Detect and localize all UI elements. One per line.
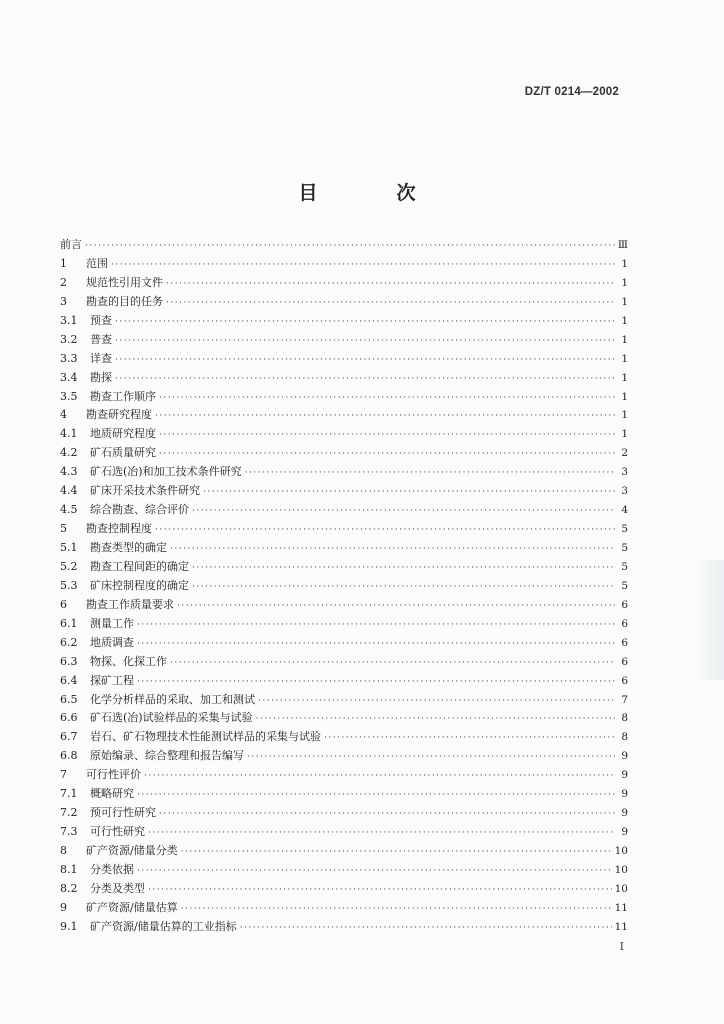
toc-entry-label	[60, 709, 253, 728]
toc-leader-dots	[137, 673, 615, 692]
toc-entry[interactable]	[60, 236, 628, 255]
toc-entry-title: 勘查的目的任务	[86, 294, 163, 308]
toc-entry-title: 矿石质量研究	[90, 446, 156, 460]
toc-entry-label	[60, 691, 255, 710]
table-of-contents	[60, 236, 628, 937]
toc-entry-page: 6	[621, 598, 628, 611]
toc-leader-dots	[115, 313, 615, 332]
toc-entry-page: 10	[614, 863, 628, 876]
toc-entry-page: 1	[621, 371, 628, 384]
toc-entry-page: 3	[621, 466, 628, 479]
toc-entry-page: 5	[621, 560, 628, 573]
toc-leader-dots	[85, 237, 615, 256]
toc-entry-page: 11	[614, 901, 628, 914]
toc-entry[interactable]	[60, 918, 628, 937]
toc-entry-number: 6.6	[60, 711, 78, 725]
toc-entry[interactable]	[60, 577, 628, 596]
page-title: 目 次	[298, 182, 446, 204]
toc-entry-page: 1	[621, 428, 628, 441]
toc-entry-number: 3.4	[60, 370, 78, 384]
toc-entry-page: 1	[621, 276, 628, 289]
toc-entry-page: 6	[621, 655, 628, 668]
toc-entry-number: 3.2	[60, 332, 78, 346]
toc-entry[interactable]	[60, 861, 628, 880]
toc-entry[interactable]	[60, 615, 628, 634]
toc-entry-label	[60, 350, 112, 369]
toc-entry[interactable]	[60, 747, 628, 766]
toc-entry-label	[60, 558, 189, 577]
toc-leader-dots	[115, 370, 615, 389]
toc-entry-number: 2	[60, 275, 67, 289]
toc-entry-title: 化学分析样品的采取、加工和测试	[90, 692, 255, 706]
toc-entry-number: 4.4	[60, 484, 78, 498]
toc-entry-page: 7	[621, 693, 628, 706]
toc-entry-number: 6.8	[60, 749, 78, 763]
toc-entry-label	[60, 236, 82, 255]
scan-artifact	[694, 560, 724, 680]
toc-leader-dots	[115, 332, 615, 351]
toc-entry-label	[60, 577, 189, 596]
toc-leader-dots	[148, 824, 615, 843]
toc-entry[interactable]	[60, 709, 628, 728]
toc-entry-title: 矿床控制程度的确定	[90, 578, 189, 592]
toc-entry-number: 8.1	[60, 862, 78, 876]
page-number: I	[619, 940, 624, 953]
toc-entry[interactable]	[60, 425, 628, 444]
toc-entry-title: 勘查工程间距的确定	[90, 559, 189, 573]
toc-entry-title: 范围	[86, 256, 108, 270]
toc-entry-label	[60, 388, 156, 407]
toc-entry-number: 6.7	[60, 730, 78, 744]
toc-entry-number: 9	[60, 900, 67, 914]
toc-entry-page: 1	[621, 333, 628, 346]
toc-leader-dots	[181, 900, 612, 919]
toc-entry-label	[60, 804, 156, 823]
toc-entry[interactable]	[60, 899, 628, 918]
toc-leader-dots	[155, 407, 615, 426]
toc-leader-dots	[148, 881, 612, 900]
toc-entry-number: 6	[60, 597, 67, 611]
toc-entry-page: 1	[621, 390, 628, 403]
toc-entry-title: 详查	[90, 351, 112, 365]
toc-entry-title: 矿产资源/储量分类	[86, 844, 178, 857]
toc-leader-dots	[166, 275, 615, 294]
toc-entry-title: 勘查工作质量要求	[86, 597, 174, 611]
toc-entry-label	[60, 369, 112, 388]
toc-entry[interactable]	[60, 596, 628, 615]
toc-entry-page: 2	[621, 447, 628, 460]
toc-entry-page: 10	[614, 882, 628, 895]
toc-entry-number: 7.3	[60, 825, 78, 839]
toc-entry-title: 预查	[90, 313, 112, 327]
toc-entry-title: 勘查类型的确定	[90, 541, 167, 554]
toc-leader-dots	[137, 786, 615, 805]
toc-entry-page: 5	[621, 579, 628, 592]
toc-entry-title: 预可行性研究	[90, 806, 156, 820]
toc-entry-title: 勘探	[90, 370, 112, 384]
toc-leader-dots	[247, 748, 615, 767]
toc-entry-number: 4.1	[60, 427, 78, 441]
toc-leader-dots	[245, 464, 615, 483]
toc-entry[interactable]	[60, 558, 628, 577]
toc-entry[interactable]	[60, 293, 628, 312]
toc-leader-dots	[111, 256, 615, 275]
toc-entry-page: 9	[621, 769, 628, 782]
toc-entry-label	[60, 747, 244, 766]
toc-leader-dots	[240, 919, 612, 938]
toc-entry-number: 5.3	[60, 578, 78, 592]
toc-entry-label	[60, 861, 134, 880]
toc-leader-dots	[170, 654, 615, 673]
toc-entry-page: 1	[621, 295, 628, 308]
toc-entry-page: 1	[621, 257, 628, 270]
toc-entry-title: 可行性研究	[90, 825, 145, 839]
toc-entry-title: 岩石、矿石物理技术性能测试样品的采集与试验	[90, 730, 321, 744]
toc-entry[interactable]	[60, 672, 628, 691]
toc-entry-label	[60, 312, 112, 331]
toc-entry-label	[60, 899, 178, 918]
toc-entry-label	[60, 331, 112, 350]
toc-entry-number: 4.2	[60, 446, 78, 460]
toc-entry-page: 9	[621, 788, 628, 801]
toc-entry[interactable]	[60, 501, 628, 520]
toc-entry-title: 矿石选(冶)和加工技术条件研究	[90, 465, 242, 479]
toc-entry-title: 分类依据	[90, 862, 134, 876]
toc-entry-number: 9.1	[60, 919, 78, 933]
toc-entry-label	[60, 842, 178, 861]
toc-entry-page: 1	[621, 409, 628, 422]
toc-entry-label	[60, 634, 134, 653]
toc-entry[interactable]	[60, 804, 628, 823]
toc-entry-title: 地质调查	[90, 635, 134, 649]
toc-entry-label	[60, 482, 200, 501]
toc-leader-dots	[203, 483, 615, 502]
toc-entry[interactable]	[60, 331, 628, 350]
toc-entry-page: 5	[621, 542, 628, 554]
toc-entry[interactable]	[60, 728, 628, 747]
toc-entry-page: 1	[621, 314, 628, 327]
toc-entry-number: 7.2	[60, 806, 78, 820]
toc-entry-page: 5	[621, 523, 628, 536]
toc-entry-label	[60, 918, 237, 937]
toc-entry-title: 矿石选(冶)试验样品的采集与试验	[90, 711, 253, 725]
toc-entry[interactable]	[60, 482, 628, 501]
toc-entry-label	[60, 766, 141, 785]
toc-leader-dots	[137, 862, 612, 881]
toc-entry-number: 3.1	[60, 313, 78, 327]
toc-entry-number: 6.5	[60, 692, 78, 706]
toc-leader-dots	[159, 805, 615, 824]
standard-code: DZ/T 0214—2002	[524, 86, 619, 98]
toc-leader-dots	[155, 521, 615, 540]
toc-entry-page: 4	[621, 504, 628, 517]
toc-entry-label	[60, 274, 163, 293]
toc-entry[interactable]	[60, 406, 628, 425]
toc-entry-title: 物探、化探工作	[90, 654, 167, 668]
toc-entry-title: 原始编录、综合整理和报告编写	[90, 749, 244, 763]
toc-entry-number: 4	[60, 408, 67, 422]
toc-entry-number: 4.5	[60, 503, 78, 517]
toc-entry-title: 普查	[90, 332, 112, 346]
toc-entry-number: 5	[60, 522, 67, 536]
toc-entry[interactable]	[60, 388, 628, 407]
toc-entry-number: 6.4	[60, 673, 78, 687]
toc-entry-title: 前言	[60, 238, 82, 251]
toc-entry-number: 7	[60, 768, 67, 782]
toc-entry[interactable]	[60, 463, 628, 482]
toc-leader-dots	[177, 597, 615, 616]
toc-entry-page: Ⅲ	[617, 239, 628, 251]
toc-entry-number: 8.2	[60, 881, 78, 895]
toc-entry-title: 勘查研究程度	[86, 408, 152, 422]
toc-entry-label	[60, 823, 145, 842]
toc-entry-label	[60, 653, 167, 672]
toc-entry-title: 矿产资源/储量估算的工业指标	[90, 919, 237, 933]
toc-entry-page: 6	[621, 674, 628, 687]
toc-leader-dots	[170, 540, 615, 559]
toc-entry-label	[60, 293, 163, 312]
toc-entry-label	[60, 672, 134, 691]
toc-entry[interactable]	[60, 520, 628, 539]
toc-entry-number: 6.3	[60, 654, 78, 668]
toc-entry-number: 5.1	[60, 541, 78, 554]
toc-entry[interactable]	[60, 823, 628, 842]
toc-entry[interactable]	[60, 766, 628, 785]
toc-entry[interactable]	[60, 842, 628, 861]
toc-entry-number: 7.1	[60, 787, 78, 801]
toc-leader-dots	[159, 389, 615, 408]
toc-entry-page: 8	[621, 731, 628, 744]
toc-entry-page: 9	[621, 750, 628, 763]
toc-entry-page: 6	[621, 617, 628, 630]
toc-entry-label	[60, 596, 174, 615]
toc-entry-title: 矿床开采技术条件研究	[90, 484, 200, 498]
toc-leader-dots	[256, 710, 615, 729]
toc-entry-title: 探矿工程	[90, 673, 134, 687]
toc-entry[interactable]	[60, 312, 628, 331]
toc-entry-title: 地质研究程度	[90, 427, 156, 441]
toc-leader-dots	[159, 426, 615, 445]
toc-entry-label	[60, 728, 321, 747]
toc-entry[interactable]	[60, 444, 628, 463]
toc-entry-label	[60, 406, 152, 425]
toc-leader-dots	[181, 843, 612, 862]
toc-entry-number: 3.5	[60, 389, 78, 403]
toc-leader-dots	[137, 616, 615, 635]
toc-entry-label	[60, 615, 134, 634]
toc-entry-title: 综合勘查、综合评价	[90, 503, 189, 517]
toc-entry-number: 3	[60, 294, 67, 308]
toc-entry-page: 9	[621, 826, 628, 839]
toc-entry-page: 10	[614, 845, 628, 857]
toc-leader-dots	[324, 729, 615, 748]
toc-entry-page: 1	[621, 352, 628, 365]
toc-entry-page: 3	[621, 485, 628, 498]
toc-entry-label	[60, 463, 242, 482]
toc-entry[interactable]	[60, 255, 628, 274]
toc-entry-page: 11	[614, 920, 628, 933]
toc-entry-number: 1	[60, 256, 67, 270]
toc-entry-number: 6.2	[60, 635, 78, 649]
toc-entry[interactable]	[60, 785, 628, 804]
toc-entry-label	[60, 880, 145, 899]
toc-entry-title: 分类及类型	[90, 881, 145, 895]
toc-entry[interactable]	[60, 369, 628, 388]
toc-entry-number: 4.3	[60, 465, 78, 479]
toc-entry[interactable]	[60, 653, 628, 672]
toc-entry[interactable]	[60, 350, 628, 369]
toc-entry-page: 8	[621, 712, 628, 725]
toc-entry[interactable]	[60, 539, 628, 558]
toc-leader-dots	[258, 692, 615, 711]
toc-entry-title: 勘查控制程度	[86, 522, 152, 536]
toc-leader-dots	[192, 559, 615, 578]
toc-entry-number: 3.3	[60, 351, 78, 365]
toc-leader-dots	[137, 635, 615, 654]
toc-entry-title: 矿产资源/储量估算	[86, 900, 178, 914]
toc-entry-label	[60, 520, 152, 539]
toc-entry[interactable]	[60, 880, 628, 899]
toc-entry[interactable]	[60, 274, 628, 293]
toc-entry-label	[60, 539, 167, 558]
toc-entry-title: 规范性引用文件	[86, 275, 163, 289]
toc-entry-title: 可行性评价	[86, 768, 141, 782]
toc-entry-number: 6.1	[60, 616, 78, 630]
toc-leader-dots	[192, 502, 615, 521]
toc-leader-dots	[159, 445, 615, 464]
toc-entry-title: 概略研究	[90, 787, 134, 801]
toc-entry-label	[60, 425, 156, 444]
toc-leader-dots	[144, 767, 615, 786]
toc-leader-dots	[192, 578, 615, 597]
toc-entry-title: 测量工作	[90, 616, 134, 630]
toc-leader-dots	[115, 351, 615, 370]
toc-entry-label	[60, 444, 156, 463]
toc-entry-label	[60, 501, 189, 520]
toc-entry-number: 5.2	[60, 559, 78, 573]
toc-entry-title: 勘查工作顺序	[90, 389, 156, 403]
toc-entry-label	[60, 255, 108, 274]
toc-entry-label	[60, 785, 134, 804]
toc-entry[interactable]	[60, 634, 628, 653]
toc-entry[interactable]	[60, 691, 628, 710]
toc-entry-page: 6	[621, 636, 628, 649]
toc-entry-page: 9	[621, 807, 628, 820]
toc-leader-dots	[166, 294, 615, 313]
toc-entry-number: 8	[60, 844, 67, 857]
